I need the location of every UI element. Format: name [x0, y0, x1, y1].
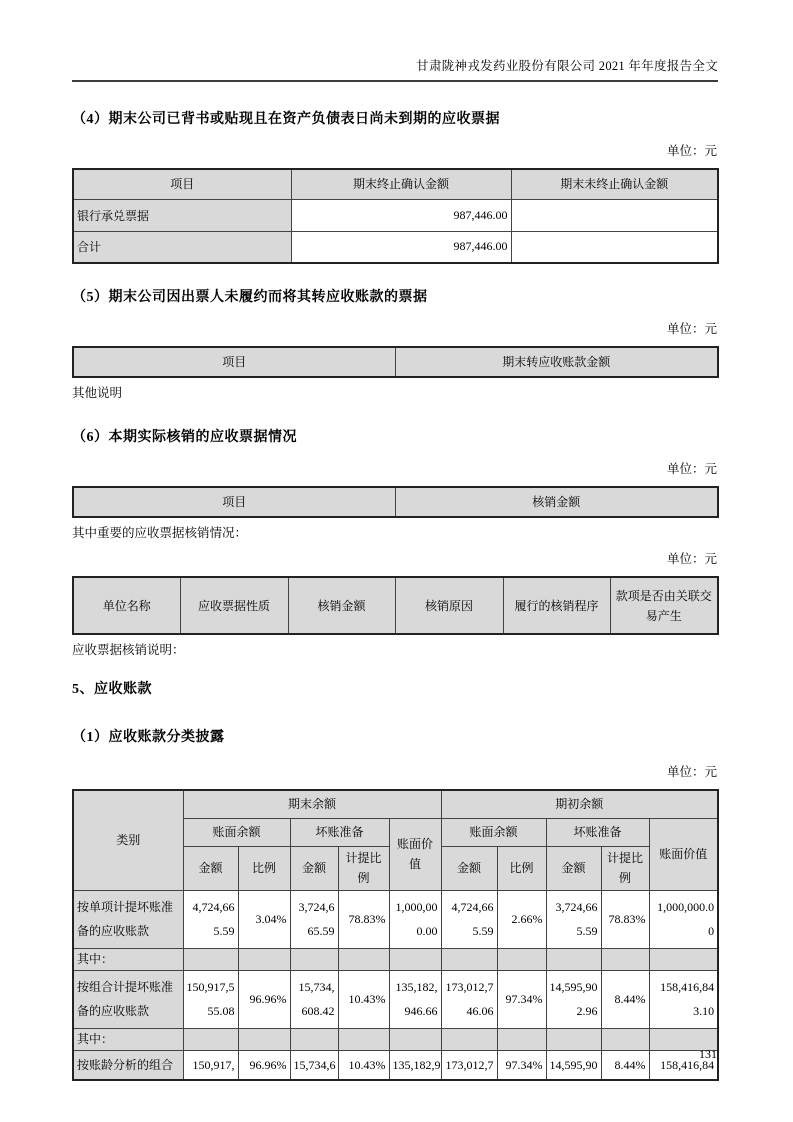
cell-value: 97.34% [497, 1050, 546, 1080]
sub-book-value: 账面价值 [389, 818, 441, 890]
row-label: 银行承兑票据 [73, 199, 291, 231]
cell-value: 8.44% [601, 970, 649, 1028]
endorsed-notes-table [72, 168, 719, 264]
cell-value: 10.43% [338, 970, 389, 1028]
cell-value [389, 948, 441, 970]
cell-value [238, 948, 290, 970]
cell-value [290, 1028, 338, 1050]
leaf-amount: 金额 [290, 846, 338, 890]
group-closing-balance: 期末余额 [183, 790, 441, 818]
col-writeoff-amount: 核销金额 [288, 577, 395, 634]
table-row [73, 199, 718, 231]
col-note-nature: 应收票据性质 [180, 577, 288, 634]
unit-label: 单位：元 [666, 322, 717, 336]
cell-value: 78.83% [338, 890, 389, 948]
cell-value [497, 1028, 546, 1050]
other-note: 其他说明 [72, 386, 123, 400]
cell-value: 96.96% [238, 970, 290, 1028]
table-row [73, 231, 718, 263]
leaf-amount: 金额 [183, 846, 238, 890]
cell-value [546, 948, 601, 970]
cell-value [546, 1028, 601, 1050]
cell-value: 150,917, [183, 1050, 238, 1080]
important-writeoff-table [72, 576, 719, 635]
writeoff-explain-note: 应收票据核销说明： [72, 643, 185, 657]
cell-value [338, 948, 389, 970]
table-header-row [73, 790, 718, 818]
col-end-not-derecognized: 期末未终止确认金额 [511, 169, 718, 199]
cell-value: 987,446.00 [291, 231, 511, 263]
leaf-ratio: 比例 [238, 846, 290, 890]
heading-section-5: （5）期末公司因出票人未履约而将其转应收账款的票据 [72, 290, 428, 305]
cell-value: 4,724,665.59 [183, 890, 238, 948]
cell-value: 158,416,84 [649, 1050, 718, 1080]
cell-value [649, 948, 718, 970]
table-header-row [73, 487, 718, 517]
col-category: 类别 [73, 790, 183, 890]
leaf-provision-ratio: 计提比例 [601, 846, 649, 890]
cell-value [441, 1028, 497, 1050]
table-row-portfolio-provision [73, 970, 718, 1028]
col-transferred-amount: 期末转应收账款金额 [395, 347, 718, 377]
row-label: 按单项计提坏账准备的应收账款 [73, 890, 183, 948]
cell-value: 3.04% [238, 890, 290, 948]
page-header [72, 56, 718, 82]
report-title: 甘肃陇神戎发药业股份有限公司 2021 年年度报告全文 [416, 59, 718, 73]
cell-value [389, 1028, 441, 1050]
cell-value: 1,000,000.00 [389, 890, 441, 948]
cell-value [511, 231, 718, 263]
cell-value: 15,734,608.42 [290, 970, 338, 1028]
heading-section-6: （6）本期实际核销的应收票据情况 [72, 430, 297, 445]
cell-value [183, 1028, 238, 1050]
cell-value: 158,416,843.10 [649, 970, 718, 1028]
important-writeoff-note: 其中重要的应收票据核销情况： [72, 526, 248, 540]
cell-value [290, 948, 338, 970]
page-number: 131 [699, 1047, 717, 1061]
row-label: 按账龄分析的组合 [73, 1050, 183, 1080]
cell-value: 135,182,946.66 [389, 970, 441, 1028]
cell-value [601, 948, 649, 970]
cell-value [238, 1028, 290, 1050]
col-item: 项目 [73, 169, 291, 199]
col-writeoff-procedure: 履行的核销程序 [503, 577, 610, 634]
col-related-party: 款项是否由关联交易产生 [610, 577, 718, 634]
sub-bad-debt-provision: 坏账准备 [290, 818, 389, 846]
table-row-among-which [73, 1028, 718, 1050]
cell-value: 150,917,555.08 [183, 970, 238, 1028]
cell-value: 97.34% [497, 970, 546, 1028]
col-item: 项目 [73, 487, 395, 517]
dishonored-notes-table [72, 346, 719, 378]
col-item: 项目 [73, 347, 395, 377]
table-header-row [73, 169, 718, 199]
row-label: 其中： [73, 1028, 183, 1050]
unit-label: 单位：元 [666, 144, 717, 158]
cell-value: 96.96% [238, 1050, 290, 1080]
table-row-individual-provision [73, 890, 718, 948]
col-writeoff-amount: 核销金额 [395, 487, 718, 517]
row-label: 按组合计提坏账准备的应收账款 [73, 970, 183, 1028]
group-opening-balance: 期初余额 [441, 790, 718, 818]
col-end-derecognized: 期末终止确认金额 [291, 169, 511, 199]
sub-book-balance: 账面余额 [183, 818, 290, 846]
cell-value: 8.44% [601, 1050, 649, 1080]
table-header-row [73, 347, 718, 377]
unit-label: 单位：元 [666, 462, 717, 476]
leaf-amount: 金额 [441, 846, 497, 890]
cell-value: 10.43% [338, 1050, 389, 1080]
sub-book-balance: 账面余额 [441, 818, 546, 846]
cell-value: 3,724,665.59 [546, 890, 601, 948]
writeoff-notes-table [72, 486, 719, 518]
leaf-provision-ratio: 计提比例 [338, 846, 389, 890]
cell-value: 173,012,746.06 [441, 970, 497, 1028]
heading-ar-classification: （1）应收账款分类披露 [72, 730, 225, 745]
table-header-row [73, 577, 718, 634]
col-writeoff-reason: 核销原因 [395, 577, 503, 634]
cell-value: 2.66% [497, 890, 546, 948]
table-row-aging-portfolio [73, 1050, 718, 1080]
cell-value: 1,000,000.00 [649, 890, 718, 948]
unit-label: 单位：元 [666, 765, 717, 779]
heading-section-4: （4）期末公司已背书或贴现且在资产负债表日尚未到期的应收票据 [72, 112, 500, 127]
row-label: 合计 [73, 231, 291, 263]
cell-value: 78.83% [601, 890, 649, 948]
heading-accounts-receivable: 5、应收账款 [72, 682, 152, 697]
row-label: 其中： [73, 948, 183, 970]
sub-book-value: 账面价值 [649, 818, 718, 890]
table-row-among-which [73, 948, 718, 970]
col-unit-name: 单位名称 [73, 577, 180, 634]
ar-classification-table [72, 789, 719, 1081]
cell-value: 14,595,90 [546, 1050, 601, 1080]
cell-value: 15,734,6 [290, 1050, 338, 1080]
cell-value [441, 948, 497, 970]
leaf-amount: 金额 [546, 846, 601, 890]
sub-bad-debt-provision: 坏账准备 [546, 818, 649, 846]
cell-value [338, 1028, 389, 1050]
cell-value: 987,446.00 [291, 199, 511, 231]
leaf-ratio: 比例 [497, 846, 546, 890]
cell-value [183, 948, 238, 970]
cell-value [601, 1028, 649, 1050]
cell-value: 135,182,9 [389, 1050, 441, 1080]
cell-value: 4,724,665.59 [441, 890, 497, 948]
cell-value [511, 199, 718, 231]
cell-value [497, 948, 546, 970]
cell-value: 173,012,7 [441, 1050, 497, 1080]
cell-value: 14,595,902.96 [546, 970, 601, 1028]
unit-label: 单位：元 [666, 552, 717, 566]
cell-value: 3,724,665.59 [290, 890, 338, 948]
